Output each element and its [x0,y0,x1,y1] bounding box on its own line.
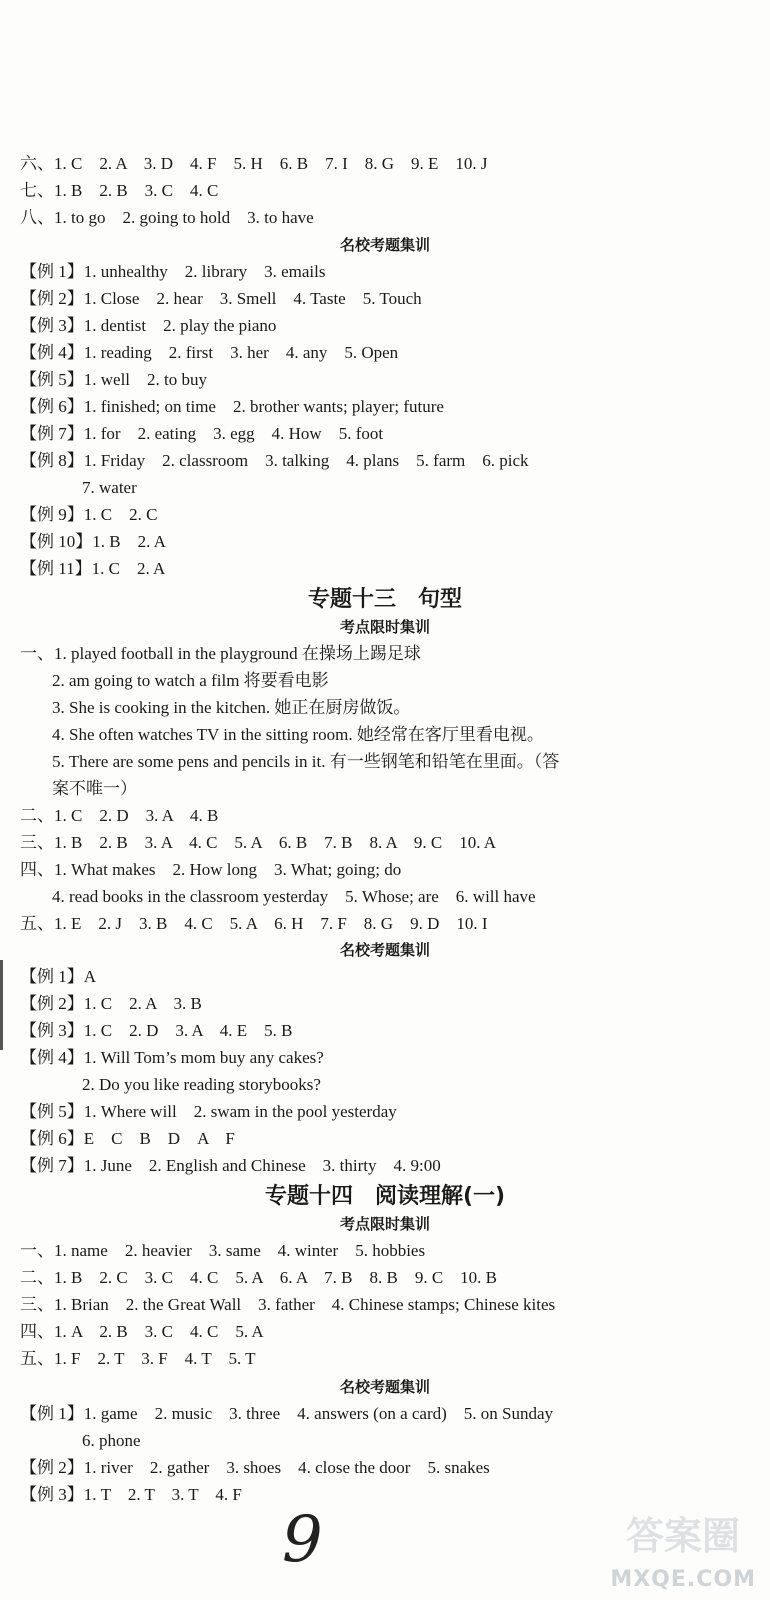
answer-line: 一、1. played football in the playground 在操场上踢足球 [20,644,421,663]
section-heading: 名校考题集训 [339,941,430,959]
answer-line: 2. am going to watch a film 将要看电影 [52,671,329,690]
answer-line: 【例 1】A [20,967,97,986]
section-heading: 名校考题集训 [339,1378,430,1396]
answer-line: 二、1. C 2. D 3. A 4. B [20,806,219,825]
unit-title: 专题十四 阅读理解(一) [264,1184,506,1209]
answer-line: 5. There are some pens and pencils in it. 有一些钢笔和铅笔在里面。（答 [52,752,560,771]
answer-line: 一、1. name 2. heavier 3. same 4. winter 5. hobbies [20,1241,426,1260]
answer-line: 7. water [82,478,137,497]
answer-line: 【例 1】1. game 2. music 3. three 4. answers (on a card) 5. on Sunday [20,1404,554,1423]
answer-line: 五、1. F 2. T 3. F 4. T 5. T [20,1349,256,1368]
answer-line: 案不唯一） [52,779,137,798]
answer-line: 【例 2】1. river 2. gather 3. shoes 4. close the door 5. snakes [20,1458,490,1477]
answer-line: 三、1. B 2. B 3. A 4. C 5. A 6. B 7. B 8. A 9. C 10. A [20,833,497,852]
answer-line: 三、1. Brian 2. the Great Wall 3. father 4. Chinese stamps; Chinese kites [20,1295,556,1314]
answer-line: 2. Do you like reading storybooks? [82,1075,321,1094]
section-heading: 考点限时集训 [339,618,430,636]
scan-edge-mark [0,960,3,1050]
watermark-logo: 答案圈 [625,1514,740,1558]
section-heading: 考点限时集训 [339,1215,430,1233]
answer-line: 【例 10】1. B 2. A [20,532,166,551]
answer-line: 【例 7】1. June 2. English and Chinese 3. thirty 4. 9:00 [20,1156,441,1175]
watermark-url: MXQE.COM [610,1567,756,1592]
answer-line: 【例 9】1. C 2. C [20,505,158,524]
answer-line: 【例 5】1. well 2. to buy [20,370,207,389]
answer-line: 6. phone [82,1431,141,1450]
answer-line: 【例 3】1. T 2. T 3. T 4. F [20,1485,242,1504]
answer-line: 【例 4】1. reading 2. first 3. her 4. any 5. Open [20,343,399,362]
answer-line: 四、1. What makes 2. How long 3. What; going; do [20,860,402,879]
answer-line: 【例 6】E C B D A F [20,1129,235,1148]
section-heading: 名校考题集训 [339,236,430,254]
unit-title: 专题十三 句型 [307,587,462,612]
answer-line: 五、1. E 2. J 3. B 4. C 5. A 6. H 7. F 8. G 9. D 10. I [20,914,488,933]
answer-line: 【例 11】1. C 2. A [20,559,166,578]
answer-line: 六、1. C 2. A 3. D 4. F 5. H 6. B 7. I 8. G 9. E 10. J [20,154,488,173]
answer-line: 4. read books in the classroom yesterday 5. Whose; are 6. will have [52,887,536,906]
page-number: 9 [282,1503,323,1577]
answer-line: 【例 2】1. Close 2. hear 3. Smell 4. Taste 5. Touch [20,289,422,308]
answer-line: 【例 3】1. C 2. D 3. A 4. E 5. B [20,1021,293,1040]
answer-line: 【例 3】1. dentist 2. play the piano [20,316,277,335]
answer-line: 4. She often watches TV in the sitting room. 她经常在客厅里看电视。 [52,725,544,744]
answer-line: 【例 7】1. for 2. eating 3. egg 4. How 5. foot [20,424,384,443]
answer-line: 二、1. B 2. C 3. C 4. C 5. A 6. A 7. B 8. B 9. C 10. B [20,1268,498,1287]
answer-line: 七、1. B 2. B 3. C 4. C [20,181,219,200]
answer-line: 八、1. to go 2. going to hold 3. to have [20,208,314,227]
answer-line: 【例 8】1. Friday 2. classroom 3. talking 4. plans 5. farm 6. pick [20,451,529,470]
answer-line: 【例 2】1. C 2. A 3. B [20,994,202,1013]
answer-line: 【例 4】1. Will Tom’s mom buy any cakes? [20,1048,324,1067]
answer-line: 四、1. A 2. B 3. C 4. C 5. A [20,1322,264,1341]
answer-line: 【例 1】1. unhealthy 2. library 3. emails [20,262,326,281]
answer-line: 【例 5】1. Where will 2. swam in the pool yesterday [20,1102,397,1121]
answer-line: 【例 6】1. finished; on time 2. brother wants; player; future [20,397,444,416]
answer-line: 3. She is cooking in the kitchen. 她正在厨房做饭。 [52,698,411,717]
